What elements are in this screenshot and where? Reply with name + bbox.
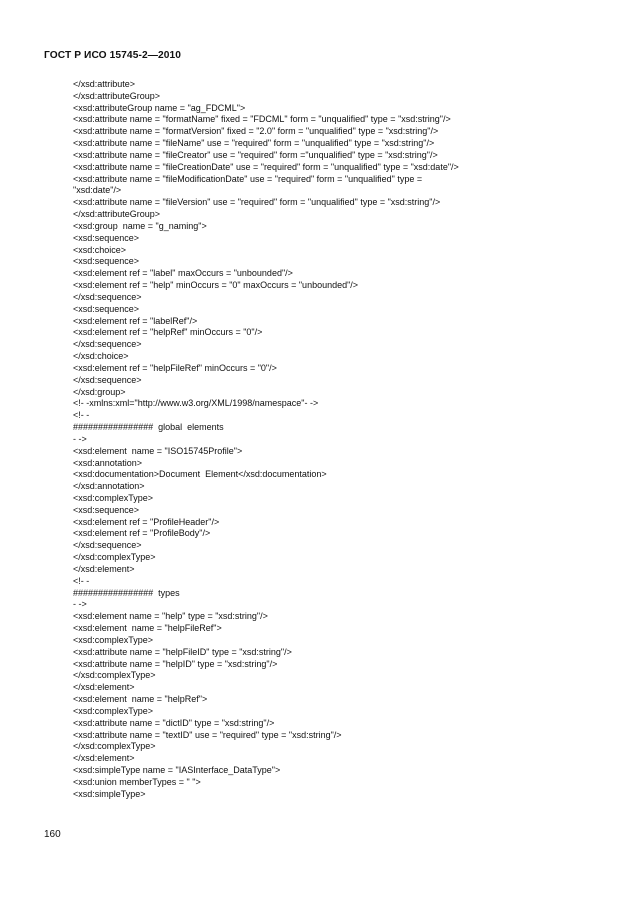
code-line: </xsd:element>: [73, 753, 135, 764]
code-line: </xsd:sequence>: [73, 339, 142, 350]
code-line: <xsd:documentation>Document Element</xsd:documentation>: [73, 469, 327, 480]
code-line: <xsd:element ref = "helpRef" minOccurs = "0"/>: [73, 327, 263, 338]
code-line: <xsd:element name = "help" type = "xsd:string"/>: [73, 611, 268, 622]
code-line: </xsd:sequence>: [73, 540, 142, 551]
code-line: </xsd:attributeGroup>: [73, 90, 161, 101]
code-line: <xsd:annotation>: [73, 457, 143, 468]
code-line: <xsd:attribute name = "fileModificationDate" use = "required" form = "unqualified" type =: [73, 173, 423, 184]
code-line: <xsd:attribute name = "fileVersion" use = "required" form = "unqualified" type = "xsd:string"/>: [73, 197, 441, 208]
code-line: <xsd:sequence>: [73, 303, 140, 314]
code-line: <xsd:attribute name = "formatName" fixed = "FDCML" form = "unqualified" type = "xsd:string"/>: [73, 114, 451, 125]
code-line: <xsd:element ref = "ProfileHeader"/>: [73, 516, 220, 527]
code-line: <xsd:choice>: [73, 244, 127, 255]
code-line: - ->: [73, 433, 87, 444]
code-line: <!- -xmlns:xml="http://www.w3.org/XML/1998/namespace"- ->: [73, 398, 319, 409]
code-line: <xsd:attribute name = "helpID" type = "xsd:string"/>: [73, 658, 278, 669]
code-line: <xsd:simpleType name = "IASInterface_DataType">: [73, 765, 281, 776]
code-line: </xsd:annotation>: [73, 481, 145, 492]
code-line: <xsd:element ref = "help" minOccurs = "0" maxOccurs = "unbounded"/>: [73, 280, 359, 291]
code-line: </xsd:complexType>: [73, 552, 156, 563]
code-line: ################ global elements: [73, 422, 224, 433]
code-line: <xsd:attribute name = "dictID" type = "xsd:string"/>: [73, 717, 275, 728]
code-line: <xsd:simpleType>: [73, 788, 146, 799]
code-line: </xsd:complexType>: [73, 670, 156, 681]
code-line: ################ types: [73, 587, 180, 598]
code-line: <xsd:sequence>: [73, 256, 140, 267]
code-line: <xsd:element ref = "ProfileBody"/>: [73, 528, 211, 539]
page-header: ГОСТ Р ИСО 15745-2—2010: [44, 50, 182, 61]
code-line: <xsd:attributeGroup name = "ag_FDCML">: [73, 102, 246, 113]
code-line: <xsd:attribute name = "formatVersion" fixed = "2.0" form = "unqualified" type = "xsd:string"/>: [73, 126, 439, 137]
code-line: <xsd:attribute name = "fileCreationDate" use = "required" form = "unqualified" type = "xsd:date"/>: [73, 161, 459, 172]
code-line: <xsd:union memberTypes = " ">: [73, 776, 201, 787]
code-line: <xsd:attribute name = "fileCreator" use = "required" form ="unqualified" type = "xsd:string"/>: [73, 149, 438, 160]
code-line: - ->: [73, 599, 87, 610]
code-line: </xsd:choice>: [73, 351, 129, 362]
code-line: <xsd:element ref = "labelRef"/>: [73, 315, 198, 326]
code-line: "xsd:date"/>: [73, 185, 122, 196]
code-line: <xsd:element name = "helpFileRef">: [73, 623, 222, 634]
code-line: </xsd:attribute>: [73, 79, 136, 89]
code-line: <xsd:sequence>: [73, 232, 140, 243]
code-line: <xsd:group name = "g_naming">: [73, 220, 207, 231]
code-line: </xsd:element>: [73, 682, 135, 693]
code-line: <xsd:element name = "helpRef">: [73, 694, 208, 705]
code-line: </xsd:sequence>: [73, 374, 142, 385]
code-line: <xsd:sequence>: [73, 504, 140, 515]
code-line: <xsd:attribute name = "fileName" use = "required" form = "unqualified" type = "xsd:string"/>: [73, 138, 435, 149]
code-line: <xsd:complexType>: [73, 634, 154, 645]
code-line: <xsd:attribute name = "textID" use = "required" type = "xsd:string"/>: [73, 729, 342, 740]
code-line: <xsd:complexType>: [73, 705, 154, 716]
page-number: 160: [44, 829, 61, 840]
code-line: </xsd:attributeGroup>: [73, 209, 161, 220]
code-line: <xsd:element ref = "helpFileRef" minOccurs = "0"/>: [73, 362, 277, 373]
code-line: </xsd:sequence>: [73, 291, 142, 302]
code-line: <!- -: [73, 575, 90, 586]
xsd-code-listing: [73, 79, 593, 801]
code-line: </xsd:element>: [73, 563, 135, 574]
code-line: </xsd:group>: [73, 386, 126, 397]
code-line: <xsd:element name = "ISO15745Profile">: [73, 445, 243, 456]
code-line: </xsd:complexType>: [73, 741, 156, 752]
code-line: <!- -: [73, 410, 90, 421]
code-line: <xsd:element ref = "label" maxOccurs = "unbounded"/>: [73, 268, 293, 279]
code-line: <xsd:complexType>: [73, 492, 154, 503]
code-line: <xsd:attribute name = "helpFileID" type = "xsd:string"/>: [73, 646, 292, 657]
